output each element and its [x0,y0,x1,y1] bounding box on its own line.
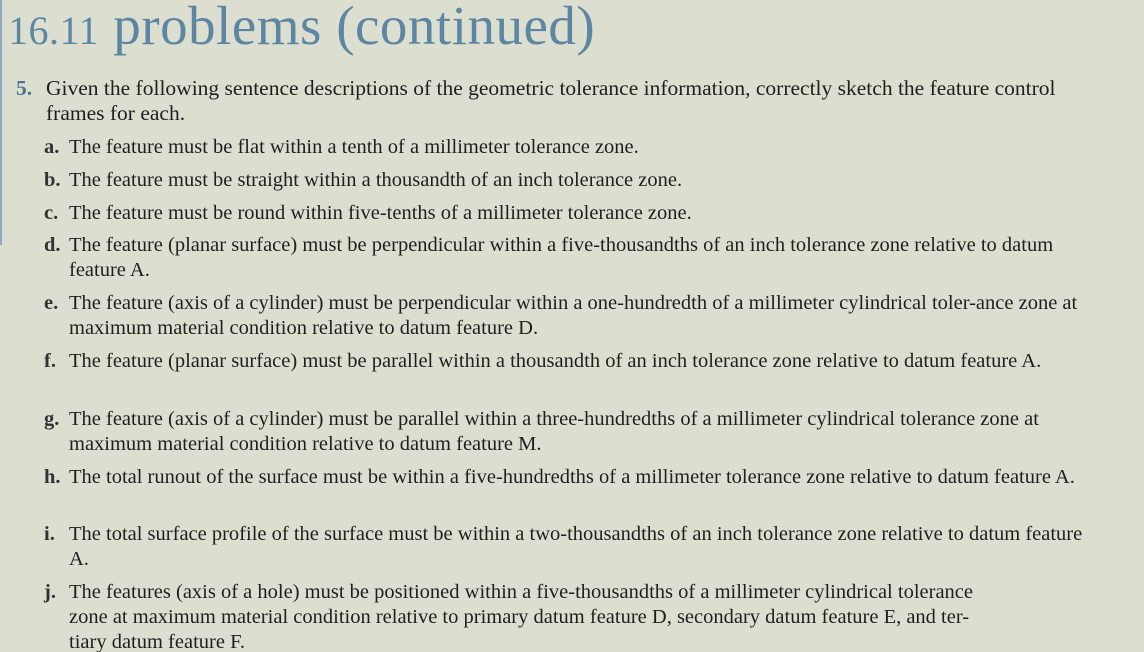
subproblem-text: The feature (axis of a cylinder) must be perpendicular within a one-hundredth of a millimeter cylindrical toler-ance zone at maximum material condition relative to datum feature D. [69,292,1078,339]
problem-5 [16,76,1096,126]
subproblem-d [44,233,1094,283]
subproblem-h [44,465,1094,490]
subproblem-text-line: zone at maximum material condition relative to primary datum feature D, secondary datum feature E, and ter- [69,606,970,628]
subproblem-c [44,201,1094,226]
subproblem-a [44,135,1094,160]
subproblem-text: The feature must be straight within a thousandth of an inch tolerance zone. [69,169,683,191]
subproblem-letter: f. [44,350,56,372]
problem-prompt: Given the following sentence descriptions of the geometric tolerance information, correctly sketch the feature control frames for each. [46,76,1056,125]
subproblem-text: The total runout of the surface must be within a five-hundredths of a millimeter tolerance zone relative to datum feature A. [69,466,1075,488]
subproblem-g [44,407,1094,457]
subproblem-j [44,580,1094,652]
subproblem-letter: d. [44,234,61,256]
subproblem-letter: e. [44,292,59,314]
subproblem-e [44,291,1094,341]
subproblem-letter: b. [44,169,61,191]
subproblem-text: The feature (axis of a cylinder) must be parallel within a three-hundredths of a millimeter cylindrical tolerance zone at maximum material condition relative to datum feature M. [69,408,1039,455]
subproblem-text: The feature (planar surface) must be perpendicular within a five-thousandths of an inch tolerance zone relative to datum feature A. [69,234,1054,281]
subproblem-letter: g. [44,408,60,430]
page-title [8,0,595,57]
section-number: 16.11 [8,8,100,53]
subproblem-b [44,168,1094,193]
subproblem-letter: i. [44,523,55,545]
problem-number: 5. [16,76,33,100]
subproblem-text: The total surface profile of the surface must be within a two-thousandths of an inch tolerance zone relative to datum feature A. [69,523,1083,570]
subproblem-letter: c. [44,202,59,224]
subproblem-letter: a. [44,136,60,158]
subproblem-letter: h. [44,466,61,488]
margin-rule [0,0,2,245]
section-title: problems (continued) [113,0,596,56]
subproblem-text: The feature must be round within five-tenths of a millimeter tolerance zone. [69,202,692,224]
subproblem-letter: j. [44,581,56,603]
subproblem-text: The feature must be flat within a tenth of a millimeter tolerance zone. [69,136,639,158]
subproblem-text: The feature (planar surface) must be parallel within a thousandth of an inch tolerance zone relative to datum feature A. [69,350,1042,372]
subproblem-text-line: tiary datum feature F. [69,631,245,652]
subproblem-f [44,349,1094,374]
subproblem-i [44,522,1094,572]
subproblem-text-line: The features (axis of a hole) must be positioned within a five-thousandths of a millimeter cylindrical tolerance [69,581,973,603]
